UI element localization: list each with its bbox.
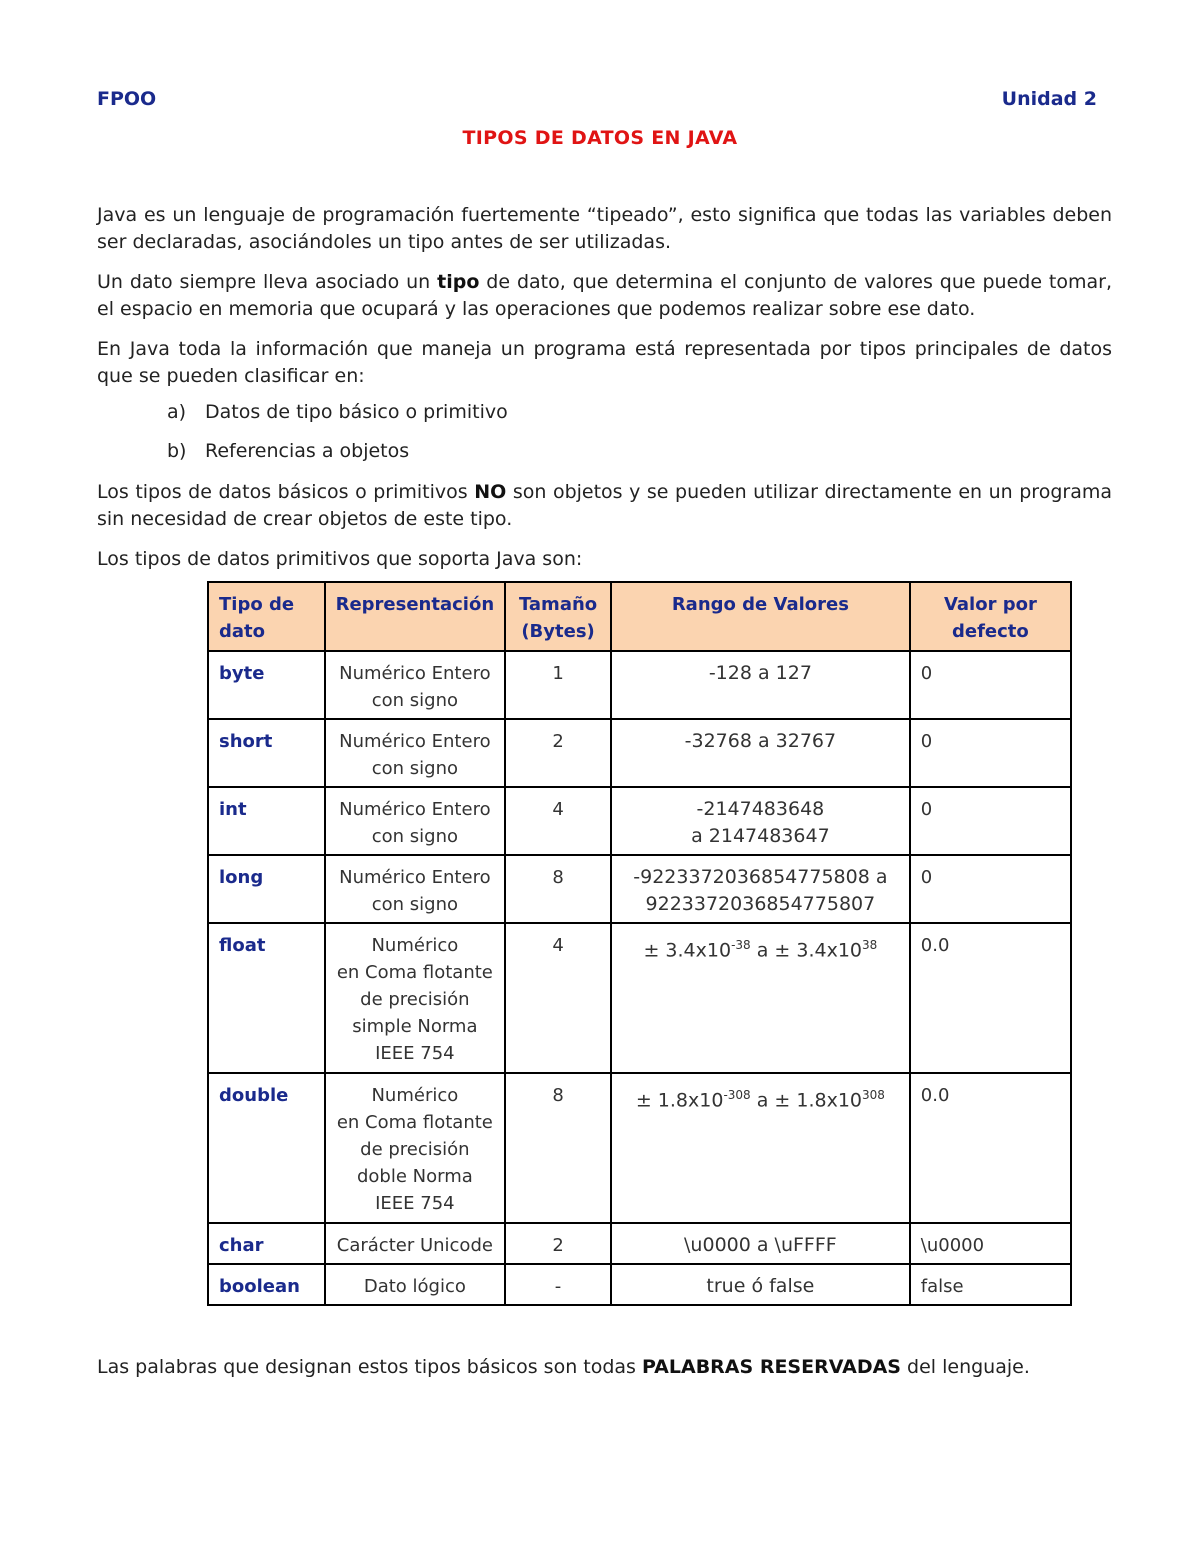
cell-range: \u0000 a \uFFFF [611, 1223, 910, 1264]
header-size: Tamaño (Bytes) [505, 582, 611, 651]
cell-range: -128 a 127 [611, 651, 910, 719]
closing-text-before: Las palabras que designan estos tipos básicos son todas [97, 1356, 642, 1378]
cell-default: 0 [910, 855, 1071, 923]
table-row [208, 651, 1071, 719]
header-type: Tipo de dato [208, 582, 325, 651]
cell-size: 8 [505, 1073, 611, 1223]
list-label: b) [167, 440, 187, 462]
header-unit: Unidad 2 [1001, 88, 1097, 110]
cell-type: char [208, 1223, 325, 1264]
header-course: FPOO [97, 88, 157, 110]
header-representation: Representación [325, 582, 506, 651]
header-default: Valor por defecto [910, 582, 1071, 651]
cell-type: boolean [208, 1264, 325, 1305]
paragraph-primitives [97, 479, 1112, 533]
cell-size: 2 [505, 719, 611, 787]
table-row [208, 1223, 1071, 1264]
cell-type: double [208, 1073, 325, 1223]
p4-bold-word: NO [474, 481, 507, 503]
table-row [208, 1073, 1071, 1223]
cell-range: true ó false [611, 1264, 910, 1305]
list-text: Datos de tipo básico o primitivo [205, 401, 508, 423]
cell-type: byte [208, 651, 325, 719]
list-text: Referencias a objetos [205, 440, 410, 462]
cell-representation: Numérico Entero con signo [325, 719, 506, 787]
cell-representation: Numérico Entero con signo [325, 855, 506, 923]
cell-type: float [208, 923, 325, 1073]
table-row [208, 719, 1071, 787]
paragraph-classification: En Java toda la información que maneja un programa está representada por tipos principales de datos que se pueden clasificar en: [97, 338, 1112, 387]
paragraph-supported-types: Los tipos de datos primitivos que soporta Java son: [97, 548, 583, 570]
cell-range: ± $1.8x10^{-308}$ $a \pm 1.8x10^{308}$ [611, 1073, 910, 1223]
p2-bold-word: tipo [437, 271, 480, 293]
cell-type: int [208, 787, 325, 855]
cell-representation: Numérico Entero con signo [325, 651, 506, 719]
cell-range: -9223372036854775808 a 9223372036854775807 [611, 855, 910, 923]
cell-size: - [505, 1264, 611, 1305]
cell-size: 1 [505, 651, 611, 719]
table-row [208, 787, 1071, 855]
cell-range: -32768 a 32767 [611, 719, 910, 787]
page-title: TIPOS DE DATOS EN JAVA [462, 127, 738, 149]
cell-default: 0.0 [910, 1073, 1071, 1223]
cell-size: 2 [505, 1223, 611, 1264]
table-row [208, 855, 1071, 923]
cell-size: 8 [505, 855, 611, 923]
cell-range: -2147483648 a 2147483647 [611, 787, 910, 855]
cell-default: 0.0 [910, 923, 1071, 1073]
cell-representation: Numérico Entero con signo [325, 787, 506, 855]
table-row [208, 923, 1071, 1073]
table-row [208, 1264, 1071, 1305]
cell-default: 0 [910, 787, 1071, 855]
cell-representation: Carácter Unicode [325, 1223, 506, 1264]
primitive-types-table [207, 581, 1072, 1306]
cell-representation: Dato lógico [325, 1264, 506, 1305]
cell-default: false [910, 1264, 1071, 1305]
cell-type: long [208, 855, 325, 923]
cell-default: \u0000 [910, 1223, 1071, 1264]
cell-range: ± $3.4x10^{-38}$ $a \pm 3.4x10^{38}$ [611, 923, 910, 1073]
list-label: a) [167, 401, 187, 423]
list-item-b [167, 440, 409, 462]
paragraph-intro: Java es un lenguaje de programación fuertemente “tipeado”, esto significa que todas las variables deben ser declaradas, asociándoles un tipo antes de ser utilizadas. [97, 204, 1112, 253]
closing-text-after: del lenguaje. [901, 1356, 1030, 1378]
p4-text-after: son objetos y se pueden utilizar directamente en un programa sin necesidad de crear objetos de este tipo. [97, 481, 1112, 530]
cell-type: short [208, 719, 325, 787]
cell-representation: Numérico en Coma flotante de precisión simple Norma IEEE 754 [325, 923, 506, 1073]
cell-default: 0 [910, 719, 1071, 787]
cell-default: 0 [910, 651, 1071, 719]
closing-bold: PALABRAS RESERVADAS [642, 1356, 901, 1378]
table-header-row [208, 582, 1071, 651]
list-item-a [167, 401, 508, 423]
cell-size: 4 [505, 923, 611, 1073]
paragraph-data-type [97, 269, 1112, 323]
cell-size: 4 [505, 787, 611, 855]
p4-text-before: Los tipos de datos básicos o primitivos [97, 481, 475, 503]
cell-representation: Numérico en Coma flotante de precisión doble Norma IEEE 754 [325, 1073, 506, 1223]
p2-text-before: Un dato siempre lleva asociado un [97, 271, 438, 293]
paragraph-reserved-words [97, 1354, 1112, 1381]
p2-text-after: de dato, que determina el conjunto de valores que puede tomar, el espacio en memoria que ocupará y las operaciones que podemos realizar sobre ese dato. [97, 271, 1112, 320]
header-range: Rango de Valores [611, 582, 910, 651]
